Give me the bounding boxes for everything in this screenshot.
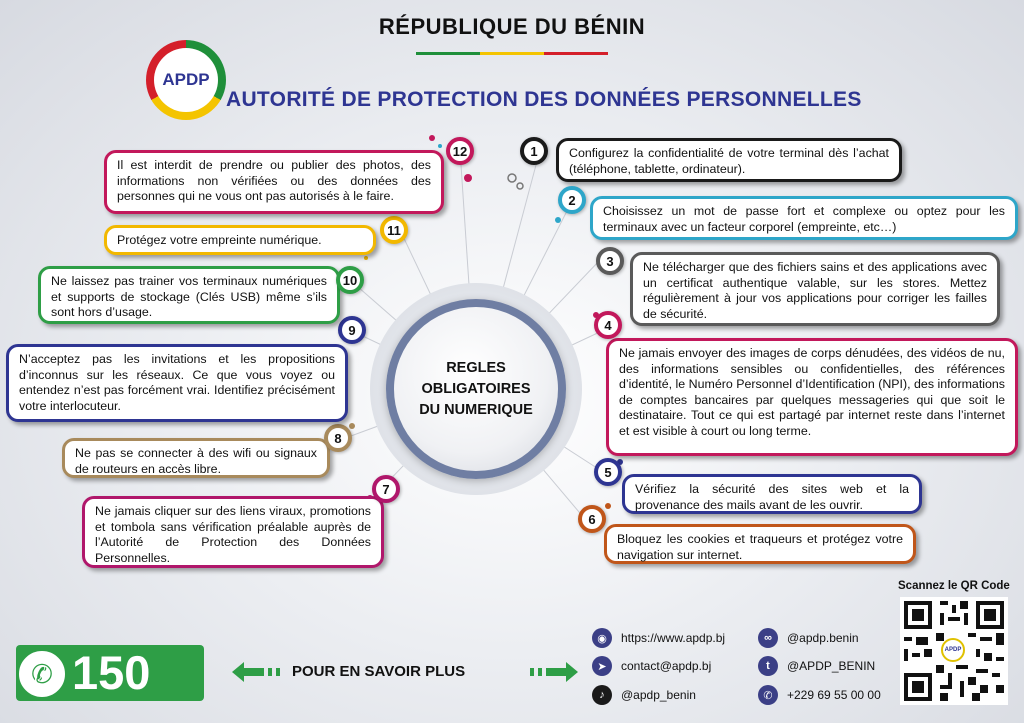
rule-10-number: 10 <box>336 266 364 294</box>
arrow-left-icon <box>232 662 284 682</box>
rule-11-number: 11 <box>380 216 408 244</box>
rule-6-text: Bloquez les cookies et traqueurs et protégez votre navigation sur internet. <box>617 532 903 562</box>
contact-twitter[interactable] <box>758 656 875 676</box>
tiktok-icon: ♪ <box>592 685 612 705</box>
rule-11-text: Protégez votre empreinte numérique. <box>117 233 322 247</box>
twitter-icon: t <box>758 656 778 676</box>
contact-whatsapp-text: +229 69 55 00 00 <box>787 688 881 702</box>
contact-website-text: https://www.apdp.bj <box>621 631 726 645</box>
hotline-number: 150 <box>72 646 151 699</box>
hub-circle <box>386 299 566 479</box>
rule-12-text: Il est interdit de prendre ou publier des photos, des informations non vérifiées ou des données des personnes qui ne vous ont pas autorisés à le faire. <box>117 158 431 204</box>
rule-4-box <box>606 338 1018 456</box>
rule-3-number: 3 <box>596 247 624 275</box>
learn-more-text: POUR EN SAVOIR PLUS <box>292 663 466 680</box>
contact-tiktok-text: @apdp_benin <box>621 688 696 702</box>
arrow-right-icon <box>526 662 578 682</box>
rule-9-text: N’acceptez pas les invitations et les propositions d’inconnus sur les réseaux. Ce que vous voyez ou entendez n’est pas forcément vrai. Identifiez précisément votre interlocuteur. <box>19 352 335 413</box>
authority-title: AUTORITÉ DE PROTECTION DES DONNÉES PERSONNELLES <box>226 88 862 111</box>
contact-website[interactable] <box>592 628 725 648</box>
send-icon: ➤ <box>592 656 612 676</box>
rule-2-box <box>590 196 1018 240</box>
rule-2-text: Choisissez un mot de passe fort et complexe ou optez pour les terminaux avec un facteur corporel (empreinte, etc…) <box>603 204 1005 234</box>
rule-1-text: Configurez la confidentialité de votre terminal dès l’achat (téléphone, tablette, ordinateur). <box>569 146 889 176</box>
contact-email[interactable] <box>592 656 711 676</box>
rule-1-number: 1 <box>520 137 548 165</box>
contact-meta-text: @apdp.benin <box>787 631 859 645</box>
rule-6-number: 6 <box>578 505 606 533</box>
phone-icon: ✆ <box>16 648 68 700</box>
rule-4-number: 4 <box>594 311 622 339</box>
rule-7-number: 7 <box>372 475 400 503</box>
rule-8-text: Ne pas se connecter à des wifi ou signaux de routeurs en accès libre. <box>75 446 317 476</box>
rule-2-number: 2 <box>558 186 586 214</box>
contact-twitter-text: @APDP_BENIN <box>787 659 876 673</box>
rule-1-box <box>556 138 902 182</box>
meta-icon: ∞ <box>758 628 778 648</box>
hub-line-2: OBLIGATOIRES <box>421 380 531 397</box>
rule-9-box <box>6 344 348 422</box>
qr-logo: APDP <box>941 638 965 662</box>
rule-8-number: 8 <box>324 424 352 452</box>
rule-12-box <box>104 150 444 214</box>
rule-5-text: Vérifiez la sécurité des sites web et la provenance des mails avant de les ouvrir. <box>635 482 909 512</box>
rule-9-number: 9 <box>338 316 366 344</box>
rule-10-box <box>38 266 340 324</box>
rule-8-box <box>62 438 330 478</box>
rule-7-text: Ne jamais cliquer sur des liens viraux, promotions et tombola sans vérification préalable auprès de l’Autorité de Protection des Données Personnelles. <box>95 504 371 565</box>
rule-5-box <box>622 474 922 514</box>
rule-5-number: 5 <box>594 458 622 486</box>
contact-tiktok[interactable] <box>592 685 696 705</box>
globe-icon: ◉ <box>592 628 612 648</box>
rule-11-box <box>104 225 376 255</box>
country-title: RÉPUBLIQUE DU BÉNIN <box>378 14 646 39</box>
rule-6-box <box>604 524 916 564</box>
rule-3-text: Ne télécharger que des fichiers sains et des applications avec un certificat authentique valable, sur les stores. Mettez régulièrement à jour vos applications pour corriger les failles de sécurité. <box>643 260 987 321</box>
rule-10-text: Ne laissez pas trainer vos terminaux numériques et supports de stockage (Clés USB) même s’ils sont hors d’usage. <box>51 274 327 320</box>
rule-7-box <box>82 496 384 568</box>
rule-4-text: Ne jamais envoyer des images de corps dénudées, des vidéos de nu, des informations sensibles ou confidentielles, des références d’identité, le Numéro Personnel d’Identification (NPI), des informations de comptes bancaires par quelques messageries qui que soit le destinataire. Tout ce qui est partagé par internet reste dans l’internet et est visible à court ou long terme. <box>619 346 1005 438</box>
hub-line-1: REGLES <box>446 359 506 376</box>
rule-3-box <box>630 252 1000 326</box>
whatsapp-icon: ✆ <box>758 685 778 705</box>
hub-line-3: DU NUMERIQUE <box>419 401 533 418</box>
contact-email-text: contact@apdp.bj <box>621 659 712 673</box>
qr-label: Scannez le QR Code <box>898 580 1010 592</box>
contact-whatsapp[interactable] <box>758 685 881 705</box>
logo-text: APDP <box>154 48 218 112</box>
contact-meta[interactable] <box>758 628 859 648</box>
hub-title <box>419 358 533 421</box>
rule-12-number: 12 <box>446 137 474 165</box>
